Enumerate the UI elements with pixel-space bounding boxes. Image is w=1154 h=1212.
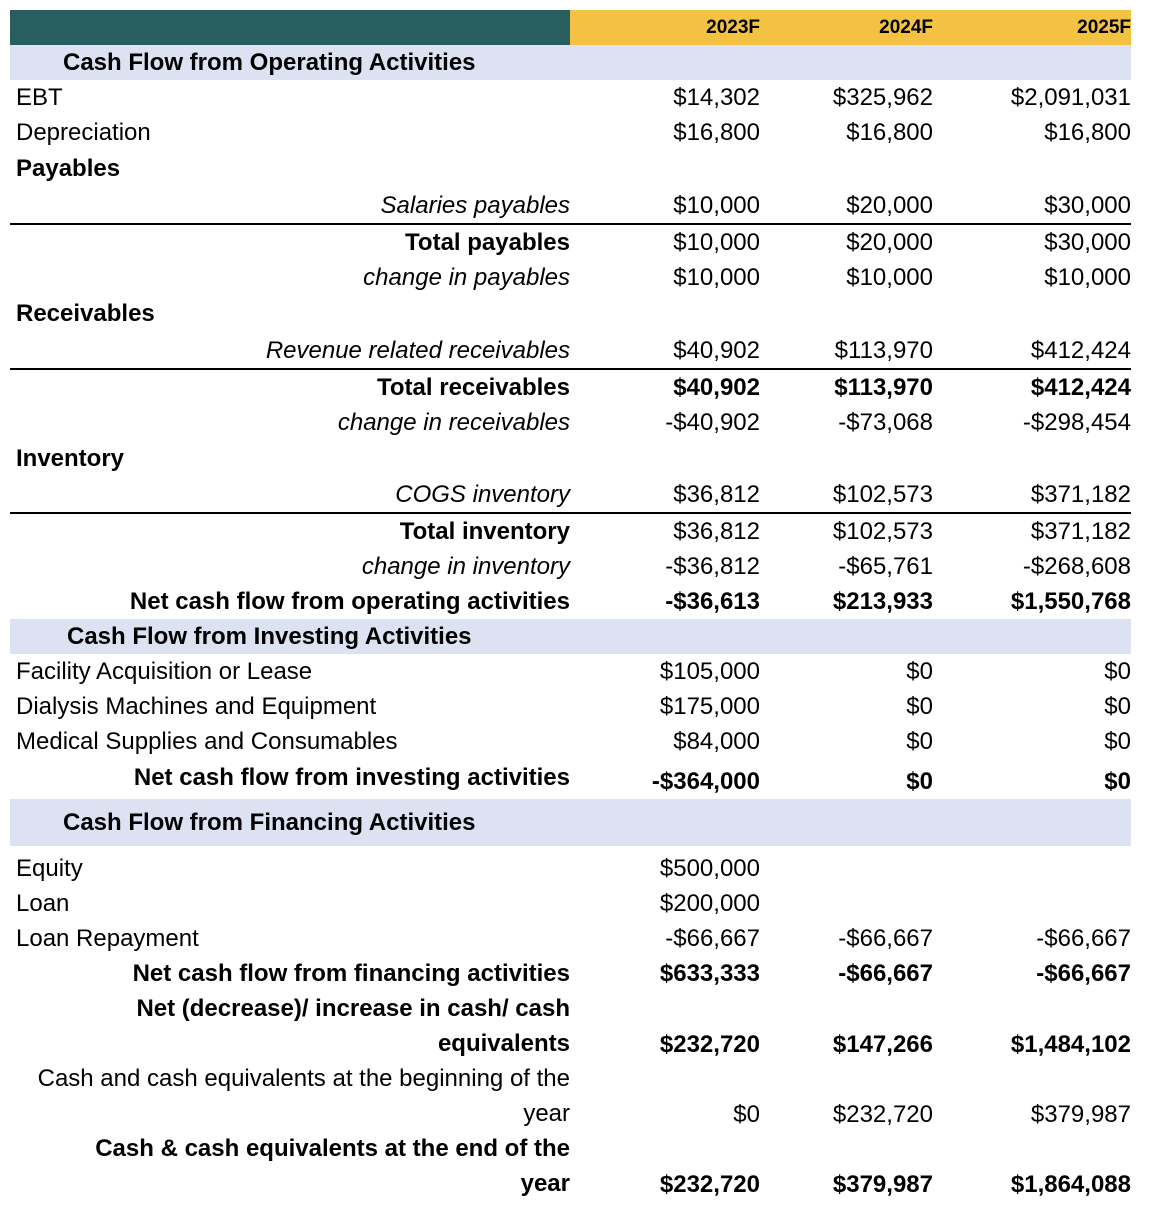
value-2025: $0 <box>1104 768 1131 795</box>
value-2025: $1,864,088 <box>1010 1171 1131 1198</box>
row-label: Net cash flow from financing activities <box>132 959 570 987</box>
section-title: Cash Flow from Investing Activities <box>67 622 472 650</box>
row-equity <box>10 851 1131 886</box>
value-2024: -$66,667 <box>838 959 933 987</box>
row-label: Net cash flow from investing activities <box>133 764 570 791</box>
value-2023: $175,000 <box>659 692 760 720</box>
row-total-payables <box>10 225 1131 260</box>
value-2024: $0 <box>906 727 933 755</box>
value-2024: -$65,761 <box>838 552 933 580</box>
row-depreciation <box>10 115 1131 150</box>
value-2025: $379,987 <box>1030 1101 1131 1128</box>
value-2025: $0 <box>1104 692 1131 720</box>
row-payables-heading <box>10 150 1131 188</box>
value-2023: -$66,667 <box>665 924 760 952</box>
value-2024: $16,800 <box>846 118 933 146</box>
section-investing <box>10 619 1131 654</box>
value-2025: $371,182 <box>1030 517 1131 545</box>
row-loan-repayment <box>10 921 1131 956</box>
value-2025: $0 <box>1104 727 1131 755</box>
row-label: Total payables <box>405 228 570 256</box>
row-total-inventory <box>10 514 1131 549</box>
value-2024: $20,000 <box>846 191 933 219</box>
header-blank-cell <box>10 10 570 45</box>
subsection-title: Receivables <box>16 300 155 327</box>
value-2025 <box>933 886 1131 921</box>
value-2023: $10,000 <box>673 228 760 256</box>
value-2025: $0 <box>1104 657 1131 685</box>
section-title: Cash Flow from Operating Activities <box>63 48 476 76</box>
row-net-financing <box>10 956 1131 991</box>
value-2025: $16,800 <box>1044 118 1131 146</box>
col-2023f: 2023F <box>570 10 760 45</box>
value-2025: -$66,667 <box>1036 924 1131 952</box>
row-ebt <box>10 80 1131 115</box>
value-2023: $200,000 <box>659 889 760 917</box>
row-label: Total receivables <box>377 373 570 401</box>
value-2023: $16,800 <box>673 118 760 146</box>
row-label: Facility Acquisition or Lease <box>16 657 313 685</box>
row-machines <box>10 689 1131 724</box>
value-2023: $232,720 <box>659 1031 760 1058</box>
row-label: Net cash flow from operating activities <box>129 587 570 615</box>
value-2025: -$298,454 <box>1022 408 1131 436</box>
subsection-title: Payables <box>16 155 121 182</box>
value-2025: $1,550,768 <box>1010 587 1131 615</box>
row-label: EBT <box>16 83 63 111</box>
header-row <box>10 10 1131 45</box>
value-2024: $325,962 <box>832 83 933 111</box>
value-2025: -$268,608 <box>1022 552 1131 580</box>
value-2024: $113,970 <box>834 373 933 401</box>
row-ending-cash <box>10 1131 1131 1201</box>
value-2023: $10,000 <box>673 263 760 291</box>
row-net-investing <box>10 759 1131 799</box>
row-beginning-cash <box>10 1061 1131 1131</box>
row-total-receivables <box>10 370 1131 405</box>
row-change-inventory <box>10 549 1131 584</box>
value-2023: $0 <box>733 1101 760 1128</box>
value-2023: $40,902 <box>673 336 760 364</box>
row-label: COGS inventory <box>395 480 570 508</box>
row-cogs-inventory <box>10 477 1131 514</box>
value-2024: $102,573 <box>832 480 933 508</box>
value-2024: $0 <box>906 657 933 685</box>
value-2023: $232,720 <box>659 1171 760 1198</box>
value-2023: $105,000 <box>659 657 760 685</box>
value-2023: $84,000 <box>673 727 760 755</box>
value-2024 <box>760 886 933 921</box>
row-loan <box>10 886 1131 921</box>
value-2024: $20,000 <box>846 228 933 256</box>
row-facility <box>10 654 1131 689</box>
row-label: change in receivables <box>337 408 570 436</box>
value-2025: $371,182 <box>1030 480 1131 508</box>
value-2024: $213,933 <box>832 587 933 615</box>
row-label: Cash & cash equivalents at the end of the year <box>95 1135 570 1197</box>
row-label: Dialysis Machines and Equipment <box>16 692 377 720</box>
row-label: Equity <box>16 854 83 882</box>
value-2023: $36,812 <box>673 517 760 545</box>
row-label: Total inventory <box>399 517 570 545</box>
row-label: Revenue related receivables <box>265 336 570 364</box>
row-label: Loan <box>16 889 70 917</box>
value-2023: $500,000 <box>659 854 760 882</box>
row-inventory-heading <box>10 440 1131 477</box>
value-2024 <box>760 851 933 886</box>
col-2025f: 2025F <box>933 10 1131 45</box>
value-2023: $633,333 <box>659 959 760 987</box>
section-financing <box>10 799 1131 846</box>
value-2024: -$73,068 <box>838 408 933 436</box>
col-2024f: 2024F <box>760 10 933 45</box>
row-label: Net (decrease)/ increase in cash/ cash equivalents <box>136 995 570 1057</box>
value-2024: $0 <box>906 768 933 795</box>
value-2024: $113,970 <box>834 336 933 364</box>
row-label: Medical Supplies and Consumables <box>16 727 398 755</box>
value-2023: $14,302 <box>673 83 760 111</box>
value-2024: $232,720 <box>832 1101 933 1128</box>
value-2025: $30,000 <box>1044 191 1131 219</box>
section-title: Cash Flow from Financing Activities <box>63 808 476 836</box>
value-2024: $102,573 <box>832 517 933 545</box>
row-revenue-receivables <box>10 333 1131 370</box>
row-label: change in payables <box>363 263 570 291</box>
row-change-receivables <box>10 405 1131 440</box>
value-2023: -$40,902 <box>665 408 760 436</box>
row-change-payables <box>10 260 1131 295</box>
row-receivables-heading <box>10 295 1131 333</box>
value-2023: -$36,812 <box>665 552 760 580</box>
value-2025: $412,424 <box>1030 373 1131 401</box>
value-2023: $10,000 <box>673 191 760 219</box>
row-supplies <box>10 724 1131 759</box>
value-2024: $10,000 <box>846 263 933 291</box>
value-2025 <box>933 851 1131 886</box>
row-net-operating <box>10 584 1131 619</box>
subsection-title: Inventory <box>16 444 125 472</box>
value-2023: $40,902 <box>673 373 760 401</box>
value-2025: $10,000 <box>1044 263 1131 291</box>
section-operating <box>10 45 1131 80</box>
value-2024: $379,987 <box>832 1171 933 1198</box>
value-2024: $0 <box>906 692 933 720</box>
value-2023: -$36,613 <box>665 587 760 615</box>
value-2024: $147,266 <box>832 1031 933 1058</box>
value-2023: $36,812 <box>673 480 760 508</box>
row-label: Cash and cash equivalents at the beginning of the year <box>37 1065 570 1127</box>
value-2025: $1,484,102 <box>1010 1031 1131 1058</box>
value-2025: $412,424 <box>1030 336 1131 364</box>
value-2024: -$66,667 <box>838 924 933 952</box>
row-label: change in inventory <box>361 552 570 580</box>
row-label: Salaries payables <box>380 191 570 219</box>
row-label: Depreciation <box>16 118 151 146</box>
value-2025: $2,091,031 <box>1010 83 1131 111</box>
value-2023: -$364,000 <box>651 768 760 795</box>
value-2025: $30,000 <box>1044 228 1131 256</box>
row-label: Loan Repayment <box>16 924 199 952</box>
row-net-change-cash <box>10 991 1131 1061</box>
value-2025: -$66,667 <box>1036 959 1131 987</box>
row-salaries-payables <box>10 188 1131 225</box>
